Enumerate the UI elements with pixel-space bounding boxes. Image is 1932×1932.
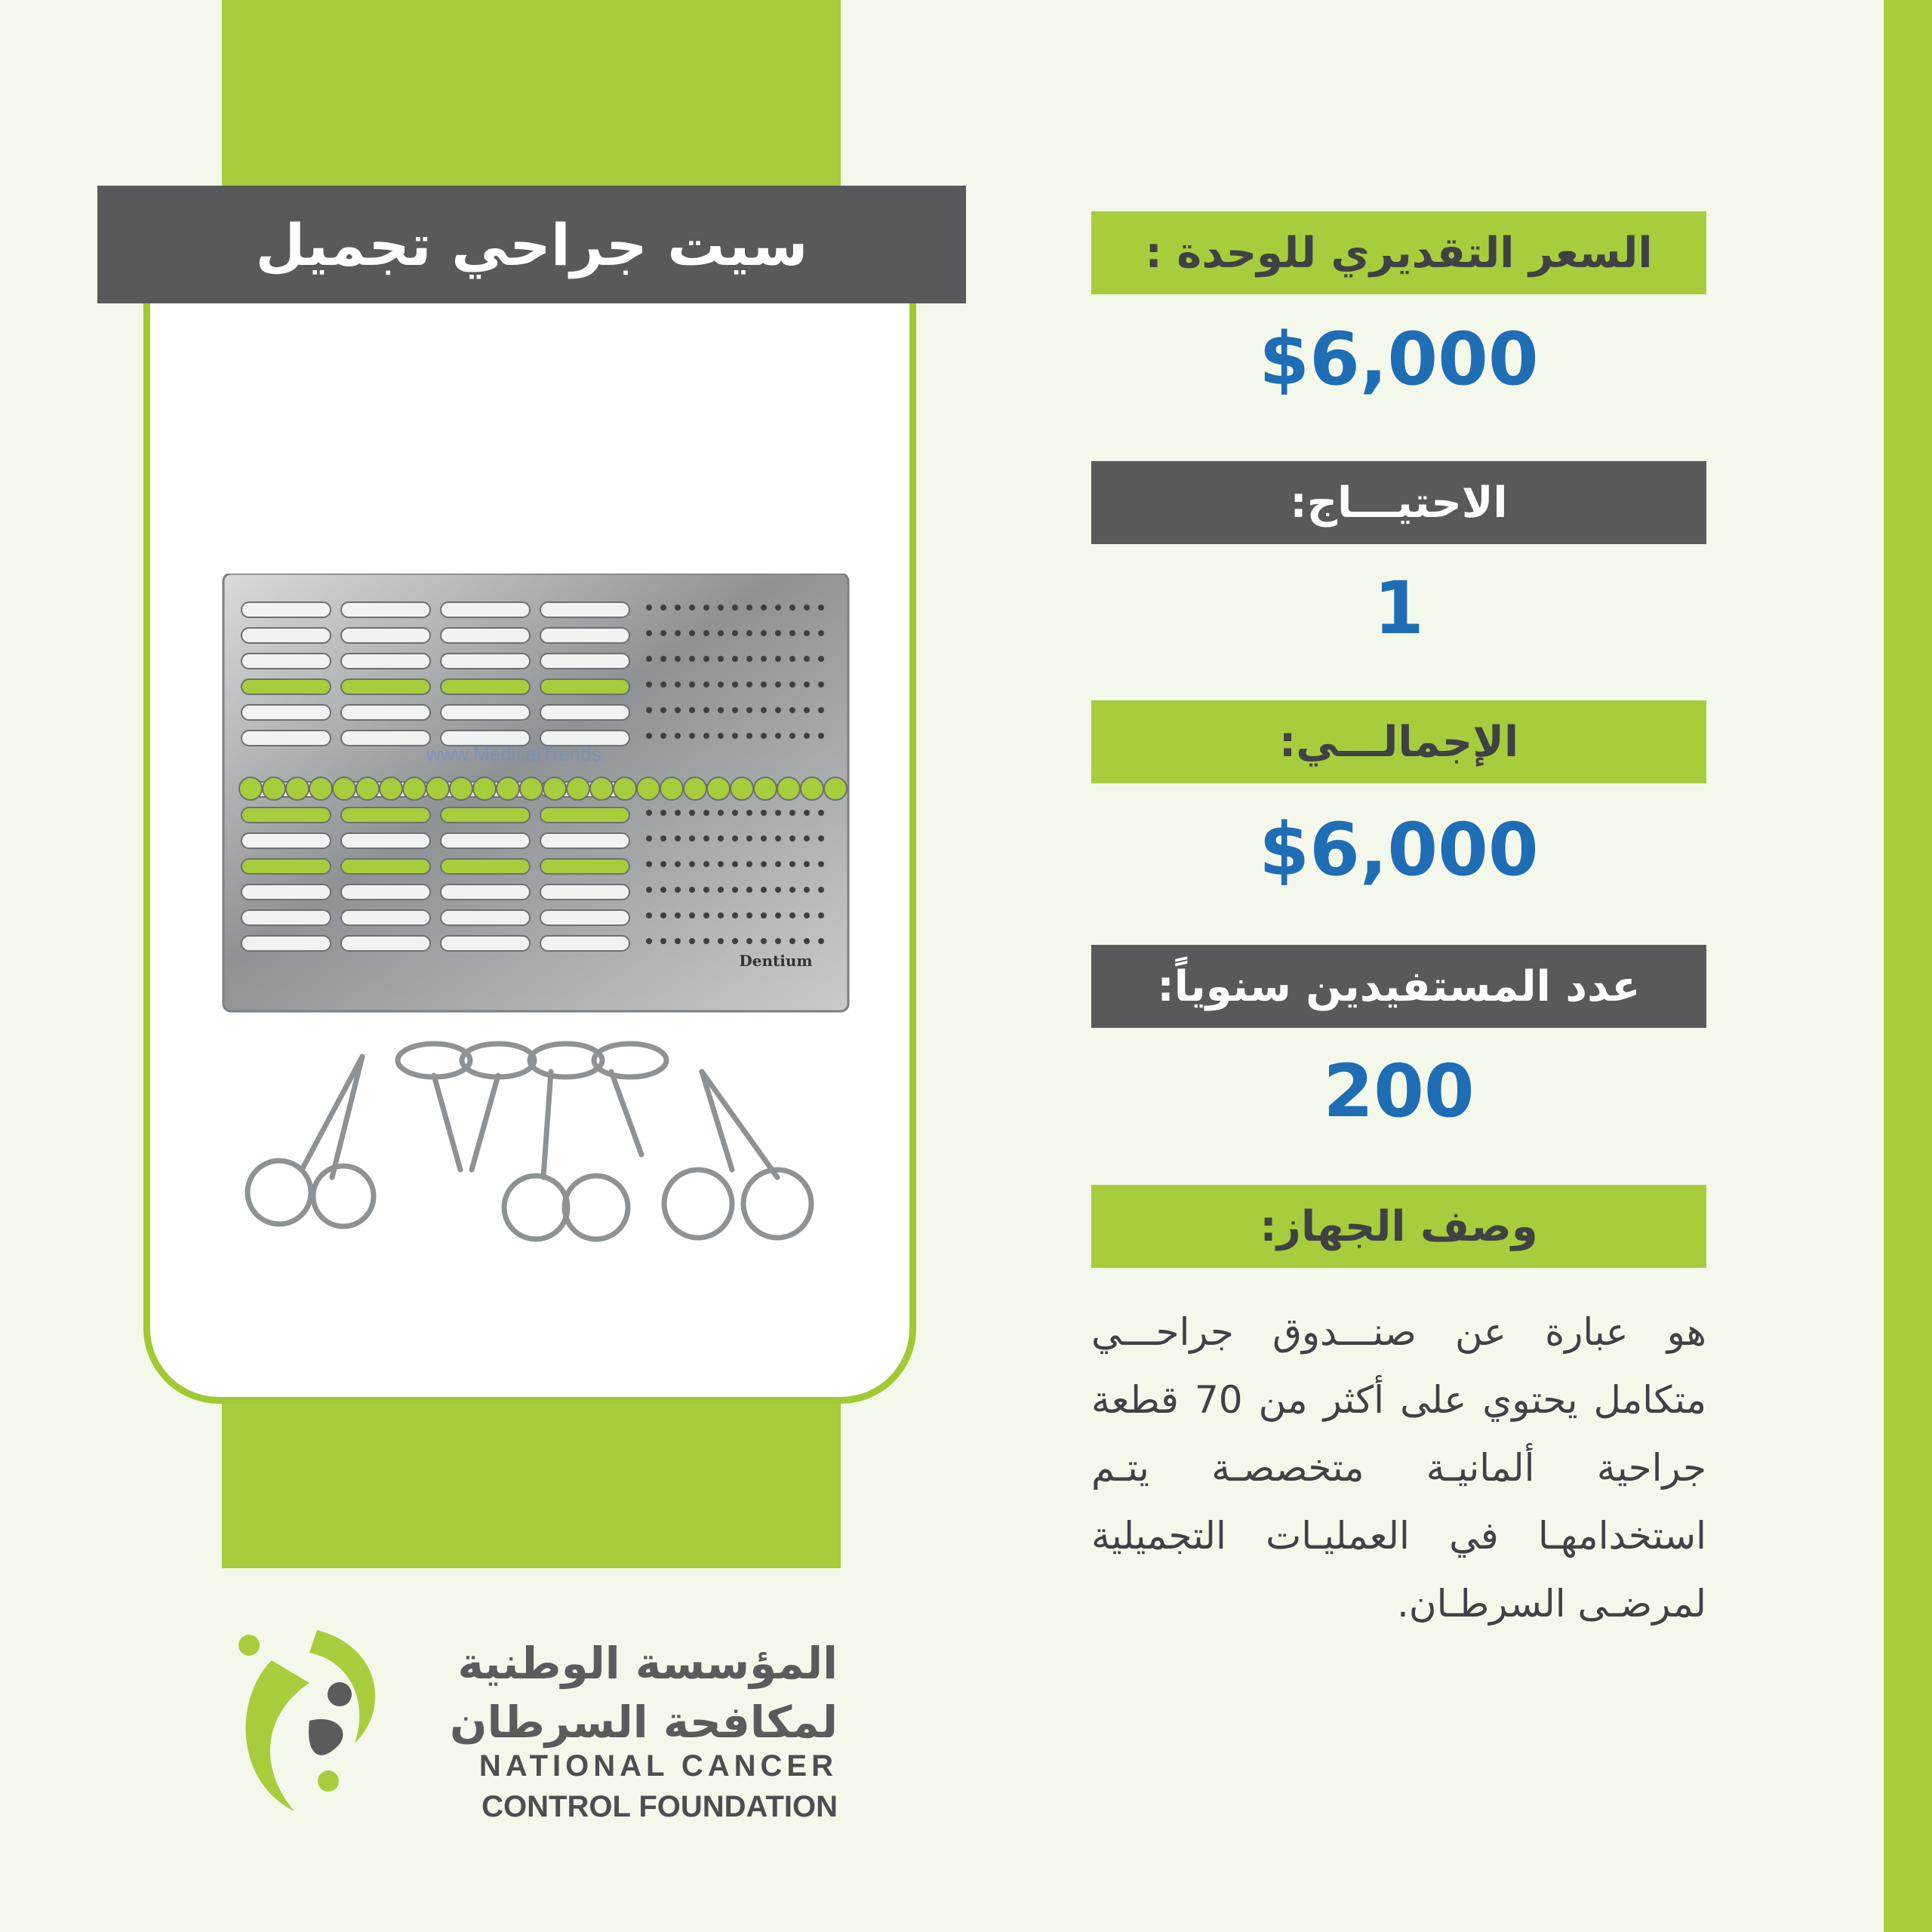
tray-slot [341, 679, 430, 694]
tray-slot [441, 628, 530, 643]
tray-hole [718, 733, 724, 739]
tray-slot [341, 705, 430, 720]
tray-hole [660, 630, 666, 636]
tray-hole [818, 887, 824, 893]
tray-slot [242, 679, 331, 694]
tray-green-peg [590, 777, 613, 800]
tray-hole [732, 605, 738, 611]
tray-hole [689, 887, 695, 893]
tray-green-peg [801, 777, 823, 800]
tray-hole [804, 681, 810, 688]
tray-slot [441, 679, 530, 694]
tray-hole [660, 656, 666, 662]
foundation-name-arabic [430, 1634, 838, 1752]
description-label: وصف الجهاز: [1091, 1185, 1706, 1268]
tray-hole [789, 938, 795, 944]
tray-green-peg [637, 777, 660, 800]
tray-slot [540, 910, 629, 925]
tray-hole [689, 733, 695, 739]
tray-hole [789, 861, 795, 867]
tray-hole [675, 810, 681, 816]
tray-hole [746, 938, 752, 944]
top-green-band [222, 0, 841, 186]
tray-hole [732, 912, 738, 918]
foundation-logo-icon [226, 1630, 400, 1826]
tray-hole [732, 887, 738, 893]
tray-slot [341, 731, 430, 746]
tray-hole [804, 912, 810, 918]
tray-hole [718, 938, 724, 944]
tray-hole [718, 835, 724, 841]
tray-hole [789, 810, 795, 816]
tray-hole [703, 707, 709, 713]
tray-hole [675, 707, 681, 713]
tray-slot [540, 884, 629, 900]
tray-hole [775, 835, 781, 841]
tray-slot [540, 936, 629, 951]
tray-watermark: www.MedicalTrends [426, 743, 601, 765]
tray-hole [689, 835, 695, 841]
tray-hole [675, 912, 681, 918]
tray-hole [789, 681, 795, 688]
tray-hole [789, 887, 795, 893]
tray-slot [341, 936, 430, 951]
tray-hole [660, 681, 666, 688]
tray-hole [675, 861, 681, 867]
tray-green-peg [403, 777, 426, 800]
unit-price-label: السعر التقديري للوحدة : [1091, 211, 1706, 294]
tray-brand-label: Dentium [739, 952, 813, 970]
tray-hole [804, 810, 810, 816]
tray-slot [242, 628, 331, 643]
tray-hole [646, 707, 652, 713]
tray-hole [775, 810, 781, 816]
tray-hole [804, 656, 810, 662]
tray-hole [675, 681, 681, 688]
description-text: هو عبارة عن صنـــدوق جراحـــي متكامل يحتوي على أكثر من 70 قطعة جراحية ألمانيـة متخصصـة يتـم استخدامهـا في العمليـات التجميلية لمرضـى السرطـان. [1091, 1310, 1706, 1626]
tray-hole [660, 887, 666, 893]
tray-slot [341, 884, 430, 900]
tray-green-peg [520, 777, 543, 800]
tray-hole [732, 707, 738, 713]
tray-hole [804, 887, 810, 893]
tray-hole [746, 681, 752, 688]
tray-green-peg [497, 777, 519, 800]
tray-hole [775, 733, 781, 739]
tray-slot [540, 628, 629, 643]
tray-hole [703, 912, 709, 918]
tray-hole [703, 656, 709, 662]
tray-hole [660, 938, 666, 944]
tray-slot [341, 859, 430, 874]
tray-hole [775, 656, 781, 662]
tray-green-peg [684, 777, 706, 800]
tray-slot [341, 628, 430, 643]
tray-hole [675, 630, 681, 636]
tray-hole [703, 681, 709, 688]
need-value: 1 [1374, 566, 1424, 651]
tray-hole [718, 605, 724, 611]
product-photo [219, 574, 868, 1253]
tray-hole [732, 861, 738, 867]
tray-hole [732, 681, 738, 688]
tray-hole [689, 656, 695, 662]
tray-hole [703, 605, 709, 611]
tray-hole [646, 912, 652, 918]
tray-green-peg [333, 777, 355, 800]
tray-slot [540, 705, 629, 720]
tray-hole [732, 810, 738, 816]
total-value: $6,000 [1259, 808, 1539, 892]
tray-slot [242, 859, 331, 874]
tray-green-peg [731, 777, 753, 800]
tray-slot [441, 884, 530, 900]
tray-hole [818, 835, 824, 841]
tray-green-peg [380, 777, 402, 800]
tray-hole [789, 605, 795, 611]
tray-green-peg [754, 777, 777, 800]
tray-slot [242, 833, 331, 848]
tray-slot [540, 654, 629, 669]
tray-hole [675, 938, 681, 944]
tray-hole [818, 861, 824, 867]
tray-hole [718, 681, 724, 688]
tray-hole [804, 733, 810, 739]
tray-hole [761, 707, 767, 713]
tray-hole [804, 835, 810, 841]
tray-hole [660, 605, 666, 611]
right-accent-stripe [1884, 0, 1932, 1932]
tray-hole [718, 887, 724, 893]
tray-hole [689, 605, 695, 611]
tray-hole [789, 656, 795, 662]
tray-hole [775, 630, 781, 636]
product-title: سيت جراحي تجميل [97, 186, 966, 303]
tray-green-peg [824, 777, 847, 800]
tray-hole [718, 912, 724, 918]
tray-hole [675, 835, 681, 841]
tray-hole [746, 630, 752, 636]
tray-hole [775, 707, 781, 713]
tray-hole [732, 938, 738, 944]
tray-slot [242, 884, 331, 900]
tray-green-peg [426, 777, 449, 800]
tray-green-peg [543, 777, 566, 800]
tray-hole [718, 861, 724, 867]
tray-hole [761, 887, 767, 893]
tray-green-peg [777, 777, 800, 800]
tray-slot [441, 833, 530, 848]
unit-price-value: $6,000 [1259, 317, 1539, 401]
tray-hole [818, 605, 824, 611]
tray-hole [646, 681, 652, 688]
tray-slot [242, 808, 331, 823]
tray-slot [441, 808, 530, 823]
tray-green-peg [660, 777, 683, 800]
tray-hole [732, 835, 738, 841]
tray-hole [660, 733, 666, 739]
tray-hole [761, 605, 767, 611]
tray-hole [789, 912, 795, 918]
tray-hole [775, 861, 781, 867]
tray-hole [732, 656, 738, 662]
surgical-instruments [248, 1044, 811, 1239]
tray-hole [746, 605, 752, 611]
tray-hole [703, 733, 709, 739]
tray-green-peg [309, 777, 332, 800]
tray-hole [789, 630, 795, 636]
tray-hole [775, 938, 781, 944]
tray-hole [718, 810, 724, 816]
tray-hole [718, 707, 724, 713]
tray-green-peg [707, 777, 730, 800]
tray-hole [646, 887, 652, 893]
need-label: الاحتيـــاج: [1091, 461, 1706, 544]
tray-slot [341, 808, 430, 823]
foundation-name-ar-line1: المؤسسة الوطنية [457, 1638, 838, 1689]
tray-hole [718, 630, 724, 636]
tray-hole [818, 938, 824, 944]
tray-slot [242, 936, 331, 951]
tray-hole [689, 912, 695, 918]
tray-hole [761, 810, 767, 816]
tray-slot [341, 833, 430, 848]
tray-hole [675, 733, 681, 739]
tray-hole [689, 681, 695, 688]
tray-hole [761, 938, 767, 944]
tray-hole [675, 605, 681, 611]
tray-slot [341, 654, 430, 669]
tray-hole [732, 733, 738, 739]
tray-hole [818, 810, 824, 816]
tray-hole [804, 861, 810, 867]
tray-hole [703, 835, 709, 841]
tray-hole [804, 938, 810, 944]
tray-green-peg [450, 777, 472, 800]
tray-hole [746, 887, 752, 893]
tray-hole [689, 861, 695, 867]
tray-hole [703, 938, 709, 944]
tray-hole [818, 912, 824, 918]
tray-hole [646, 630, 652, 636]
tray-hole [646, 733, 652, 739]
tray-hole [761, 681, 767, 688]
total-label: الإجمالـــي: [1091, 700, 1706, 783]
tray-slot [242, 705, 331, 720]
tray-slot [540, 679, 629, 694]
tray-slot [242, 910, 331, 925]
tray-slot [540, 859, 629, 874]
tray-hole [646, 656, 652, 662]
tray-hole [775, 912, 781, 918]
tray-hole [775, 605, 781, 611]
tray-hole [689, 938, 695, 944]
tray-slot [341, 602, 430, 617]
foundation-name-en-line2: CONTROL FOUNDATION [481, 1790, 838, 1823]
tray-hole [746, 733, 752, 739]
tray-hole [703, 630, 709, 636]
tray-green-peg [473, 777, 496, 800]
tray-slot [540, 833, 629, 848]
tray-slot [540, 808, 629, 823]
tray-hole [718, 656, 724, 662]
tray-hole [789, 707, 795, 713]
tray-slot [242, 731, 331, 746]
tray-hole [818, 656, 824, 662]
beneficiaries-value: 200 [1323, 1049, 1475, 1134]
tray-hole [646, 835, 652, 841]
tray-hole [761, 835, 767, 841]
tray-hole [775, 681, 781, 688]
tray-green-peg [356, 777, 379, 800]
tray-slot [441, 602, 530, 617]
tray-hole [675, 887, 681, 893]
bottom-green-band [222, 1396, 841, 1568]
tray-slot [441, 705, 530, 720]
tray-hole [746, 835, 752, 841]
tray-slot [441, 910, 530, 925]
tray-hole [775, 887, 781, 893]
tray-slot [242, 602, 331, 617]
tray-slot [341, 910, 430, 925]
tray-hole [689, 810, 695, 816]
tray-hole [818, 733, 824, 739]
tray-hole [746, 810, 752, 816]
tray-hole [660, 810, 666, 816]
tray-hole [703, 810, 709, 816]
tray-hole [646, 605, 652, 611]
tray-slot [540, 602, 629, 617]
tray-slot [441, 936, 530, 951]
tray-hole [646, 938, 652, 944]
tray-hole [660, 707, 666, 713]
tray-hole [746, 861, 752, 867]
tray-green-peg [263, 777, 285, 800]
beneficiaries-label: عدد المستفيدين سنوياً: [1091, 945, 1706, 1028]
tray-hole [761, 912, 767, 918]
foundation-name-ar-line2: لمكافحة السرطان [450, 1697, 838, 1748]
tray-hole [761, 630, 767, 636]
tray-hole [804, 630, 810, 636]
tray-hole [646, 861, 652, 867]
tray-green-peg [286, 777, 309, 800]
tray-hole [818, 707, 824, 713]
tray-hole [660, 861, 666, 867]
tray-hole [689, 707, 695, 713]
tray-hole [818, 630, 824, 636]
tray-hole [804, 707, 810, 713]
tray-green-peg [567, 777, 589, 800]
tray-hole [746, 912, 752, 918]
tray-hole [761, 733, 767, 739]
tray-hole [732, 630, 738, 636]
tray-hole [761, 656, 767, 662]
tray-hole [746, 707, 752, 713]
tray-slot [441, 654, 530, 669]
tray-hole [789, 835, 795, 841]
tray-hole [660, 912, 666, 918]
tray-hole [703, 887, 709, 893]
tray-green-peg [614, 777, 636, 800]
tray-hole [761, 861, 767, 867]
foundation-name-en-line1: NATIONAL CANCER [478, 1749, 838, 1783]
tray-slot [242, 654, 331, 669]
tray-hole [746, 656, 752, 662]
tray-hole [689, 630, 695, 636]
tray-hole [703, 861, 709, 867]
tray-green-peg [239, 777, 262, 800]
tray-hole [804, 605, 810, 611]
tray-hole [818, 681, 824, 688]
tray-hole [675, 656, 681, 662]
tray-hole [646, 810, 652, 816]
tray-hole [789, 733, 795, 739]
tray-slot [441, 859, 530, 874]
tray-hole [660, 835, 666, 841]
